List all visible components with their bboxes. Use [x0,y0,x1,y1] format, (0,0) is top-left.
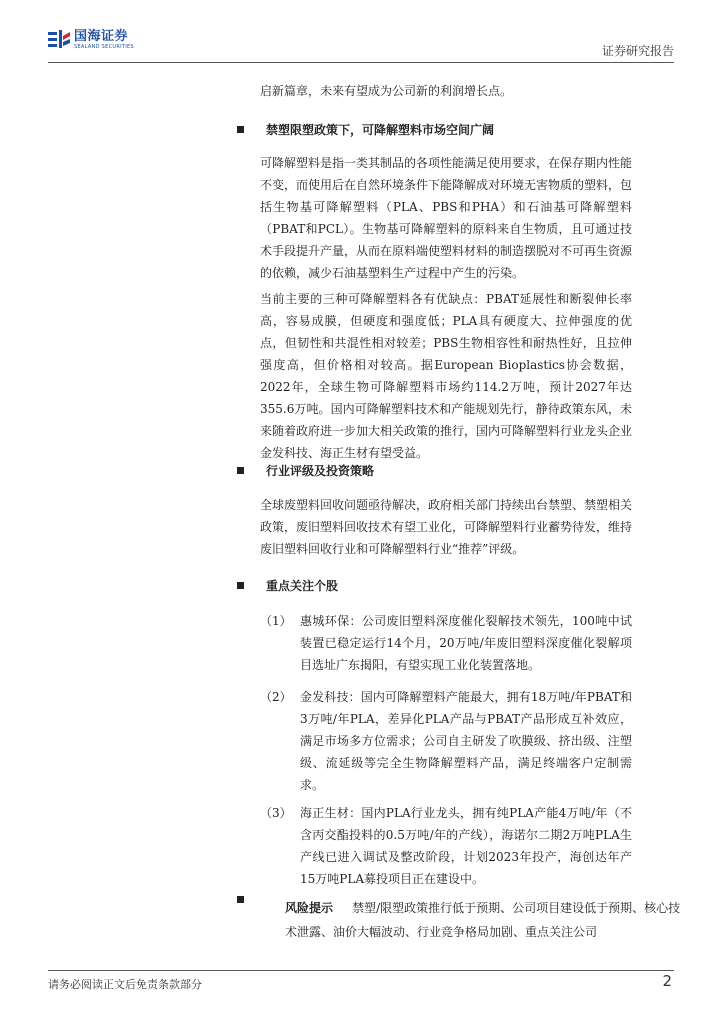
item-number: （3） [260,806,292,820]
item-text: 金发科技：国内可降解塑料产能最大，拥有18万吨/年PBAT和3万吨/年PLA，差异化PLA产品与PBAT产品形成互补效应，满足市场多方位需求；公司自主研发了吹膜级、挤出级、注塑级、流延级等完全生物降解塑料产品，满足终端客户定制需求。 [300,690,632,792]
report-type-label: 证券研究报告 [601,44,674,58]
logo-mark-icon [48,30,70,50]
section-title: 禁塑限塑政策下，可降解塑料市场空间广阔 [266,123,495,137]
item-number: （1） [260,614,292,628]
page-number: 2 [662,972,672,990]
section-heading-policy [237,121,494,138]
footer-divider [48,970,674,971]
bullet-square-icon [237,467,244,474]
risk-paragraph [285,896,681,944]
body-paragraph: 当前主要的三种可降解塑料各有优缺点：PBAT延展性和断裂伸长率高，容易成膜，但硬度和强度低；PLA具有硬度大、拉伸强度的优点，但韧性和共混性相对较差；PBS生物相容性和耐热性好，且拉伸强度高，但价格相对较高。据European Bioplastics协会数据，2022年，全球生物可降解塑料市场约114.2万吨，预计2027年达355.6万吨。国内可降解塑料技术和产能规划先行，静待政策东风，未来随着政府进一步加大相关政策的推行，国内可降解塑料行业龙头企业金发科技、海正生材有望受益。 [260,292,633,460]
company-logo [48,30,134,50]
bullet-square-icon [237,582,244,589]
header-divider [48,62,674,63]
logo-name-en: SEALAND SECURITIES [74,44,134,50]
risk-text: 禁塑/限塑政策推行低于预期、公司项目建设低于预期、核心技术泄露、油价大幅波动、行业竞争格局加剧、重点关注公司 [285,901,681,939]
section-title: 行业评级及投资策略 [266,464,375,478]
section-title: 重点关注个股 [266,579,339,593]
intro-tail-paragraph: 启新篇章，未来有望成为公司新的利润增长点。 [260,84,513,98]
section-heading-rating [237,462,374,479]
item-number: （2） [260,690,292,704]
item-text: 惠城环保：公司废旧塑料深度催化裂解技术领先，100吨中试装置已稳定运行14个月，20万吨/年废旧塑料深度催化裂解项目选址广东揭阳，有望实现工业化装置落地。 [300,614,632,672]
risk-bullet [237,896,266,903]
body-paragraph: 可降解塑料是指一类其制品的各项性能满足使用要求，在保存期内性能不变，而使用后在自然环境条件下能降解成对环境无害物质的塑料，包括生物基可降解塑料（PLA、PBS和PHA）和石油基可降解塑料（PBAT和PCL）。生物基可降解塑料的原料来自生物质，且可通过技术手段提升产量，从而在原料端使塑料材料的制造摆脱对不可再生资源的依赖，减少石油基塑料生产过程中产生的污染。 [260,156,633,280]
list-item [260,686,632,796]
section-heading-stocks [237,577,338,594]
body-paragraph: 全球废塑料回收问题亟待解决，政府相关部门持续出台禁塑、禁塑相关政策，废旧塑料回收技术有望工业化，可降解塑料行业蓄势待发，维持废旧塑料回收行业和可降解塑料行业“推荐”评级。 [260,498,633,556]
list-item [260,802,632,890]
disclaimer-note: 请务必阅读正文后免责条款部分 [48,978,202,991]
page-header [0,0,724,60]
logo-name-cn: 国海证券 [74,29,129,44]
item-text: 海正生材：国内PLA行业龙头，拥有纯PLA产能4万吨/年（不含丙交酯投料的0.5万吨/年的产线），海诺尔二期2万吨PLA生产线已进入调试及整改阶段，计划2023年投产，海创达年产15万吨PLA募投项目正在建设中。 [300,806,632,886]
list-item [260,610,632,676]
bullet-square-icon [237,126,244,133]
risk-title: 风险提示 [285,901,334,915]
bullet-square-icon [237,896,244,903]
